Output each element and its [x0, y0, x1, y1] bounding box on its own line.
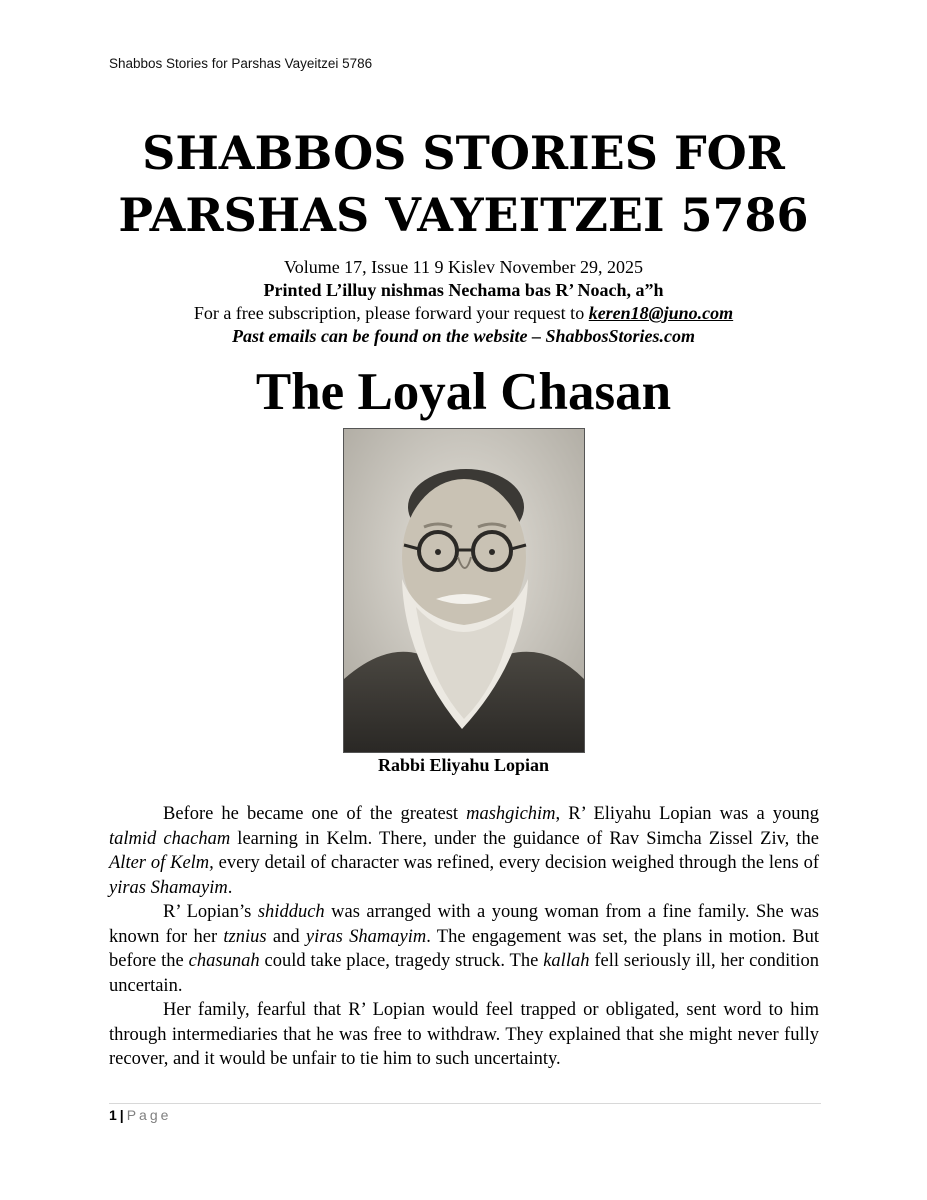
masthead-line-2: PARSHAS VAYEITZEI 5786: [118, 188, 809, 242]
page-label: Page: [126, 1107, 172, 1123]
masthead-line-1: SHABBOS STORIES FOR: [142, 126, 785, 180]
running-header: Shabbos Stories for Parshas Vayeitzei 5786: [109, 56, 373, 71]
p1-italic-1: mashgichim: [466, 804, 556, 824]
dedication-line: Printed L’illuy nishmas Nechama bas R’ Noach, a”h: [263, 280, 664, 300]
page-number: 1: [109, 1107, 117, 1123]
p1-text-2: , R’ Eliyahu Lopian was a young: [555, 804, 819, 824]
p2-italic-3: yiras Shamayim: [305, 926, 427, 947]
p2-text-5: could take place, tragedy struck. The: [259, 951, 544, 971]
past-emails-line: Past emails can be found on the website – ShabbosStories.com: [231, 326, 696, 346]
p1-italic-3: Alter of Kelm,: [109, 853, 214, 873]
p1-italic-4: yiras Shamayim: [109, 877, 228, 898]
p1-text-1: Before he became one of the greatest: [163, 804, 467, 824]
story-body: [109, 802, 819, 1072]
issue-info: [0, 256, 927, 348]
subscription-line: [0, 302, 927, 325]
subscription-email-link[interactable]: keren18@juno.com: [588, 303, 734, 323]
p1-text-4: every detail of character was refined, every decision weighed through the lens of: [213, 853, 819, 873]
p1-text-5: .: [227, 877, 233, 898]
p2-italic-5: kallah: [543, 951, 590, 971]
paragraph-2: [109, 900, 819, 998]
p2-text-1: R’ Lopian’s: [163, 902, 258, 922]
p2-text-4: . The engagement was set, the plans in motion. But before the: [109, 926, 819, 971]
footer-divider: [109, 1103, 821, 1104]
paragraph-1: [109, 802, 819, 900]
image-caption: Rabbi Eliyahu Lopian: [377, 755, 550, 775]
paragraph-3: Her family, fearful that R’ Lopian would feel trapped or obligated, sent word to him through intermediaries that he was free to withdraw. They explained that she might never fully recover, and it would be unfair to tie him to such uncertainty.: [109, 1000, 819, 1069]
rabbi-portrait-image: [343, 428, 585, 753]
subscription-text: For a free subscription, please forward your request to: [193, 303, 589, 323]
p2-text-2: was arranged with a young woman from a fine family. She was known for her: [109, 902, 819, 947]
p2-italic-2: tznius: [223, 926, 267, 947]
p1-text-3: learning in Kelm. There, under the guidance of Rav Simcha Zissel Ziv, the: [230, 828, 819, 849]
p2-italic-4: chasunah: [188, 951, 260, 971]
p2-italic-1: shidduch: [257, 902, 325, 922]
page-footer: [109, 1107, 171, 1123]
p1-italic-2: talmid chacham: [109, 828, 231, 849]
masthead-title: [0, 122, 927, 246]
page-separator: |: [119, 1107, 124, 1123]
p2-text-6: fell seriously ill, her condition uncertain.: [109, 951, 819, 996]
issue-line: Volume 17, Issue 11 9 Kislev November 29, 2025: [284, 257, 643, 277]
p2-text-3: and: [266, 926, 306, 947]
story-title: The Loyal Chasan: [255, 363, 672, 421]
